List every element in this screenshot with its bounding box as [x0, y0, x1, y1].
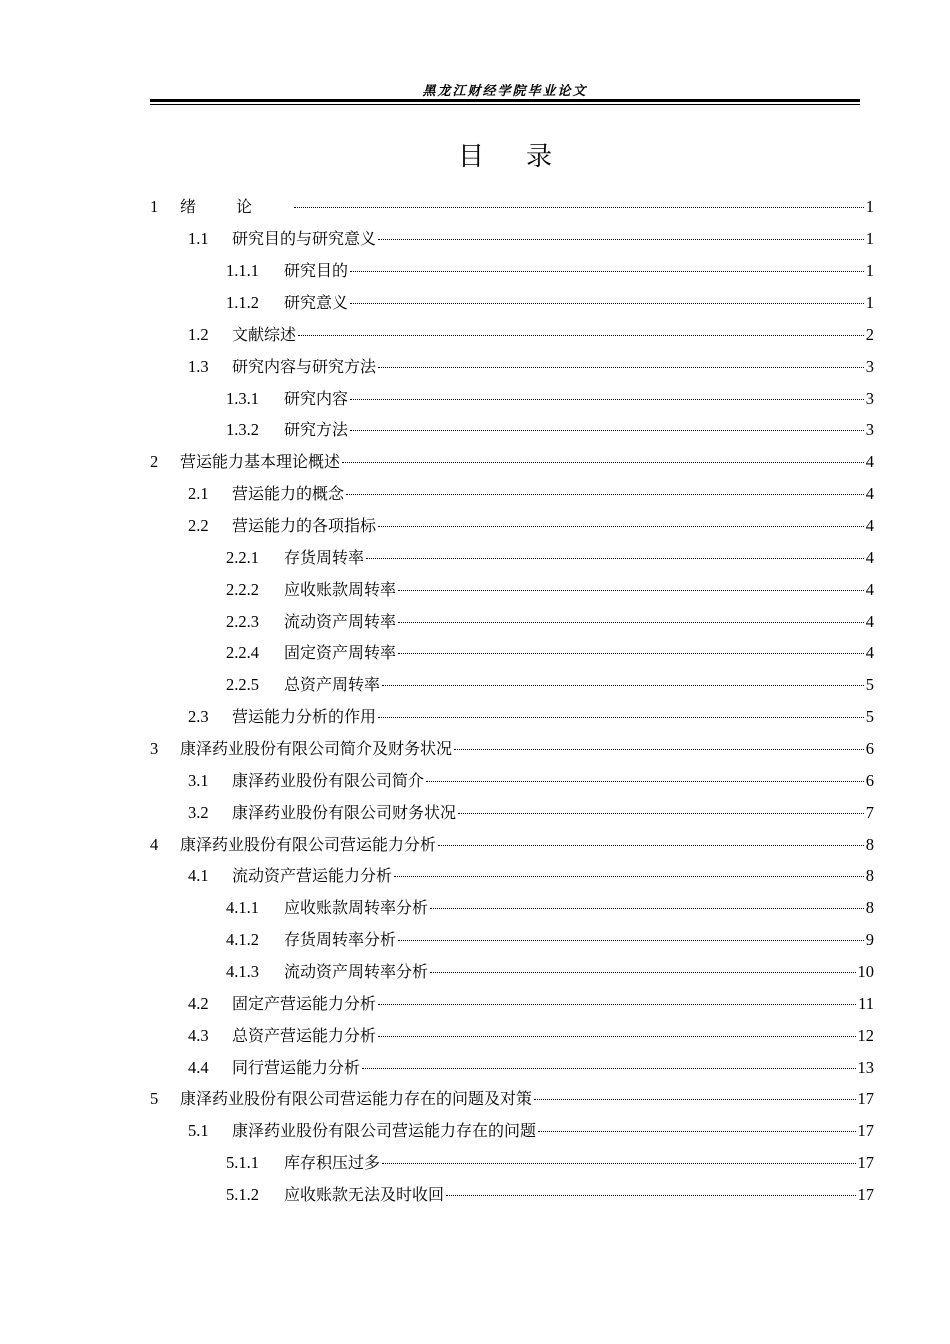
toc-entry[interactable] [0, 700, 950, 732]
toc-dot-leader [350, 399, 864, 400]
toc-entry[interactable] [0, 763, 950, 795]
toc-entry-page: 10 [857, 962, 874, 982]
toc-entry-page: 17 [857, 1153, 874, 1173]
header-rule-thin [150, 104, 860, 105]
toc-entry-label: 文献综述 [232, 324, 297, 344]
toc-entry-number: 1.1.1 [226, 261, 259, 281]
toc-entry-number: 2.2 [188, 516, 209, 536]
toc-entry-page: 3 [865, 356, 874, 376]
toc-entry-number: 5.1.2 [226, 1185, 259, 1205]
toc-entry-row [226, 609, 950, 632]
toc-entry-row [226, 1182, 950, 1205]
toc-entry-row [226, 927, 950, 950]
toc-entry-number: 1.3.2 [226, 420, 259, 440]
toc-entry-page: 4 [865, 547, 874, 567]
toc-entry-number: 3.2 [188, 802, 209, 822]
toc-entry-number: 2.2.5 [226, 675, 259, 695]
toc-dot-leader [350, 271, 864, 272]
toc-dot-leader [362, 1068, 855, 1069]
toc-entry-number: 4.1.1 [226, 898, 259, 918]
toc-dot-leader [350, 430, 864, 431]
toc-entry[interactable] [0, 445, 950, 477]
toc-entry-page: 3 [865, 388, 874, 408]
toc-list [0, 190, 950, 1210]
toc-entry-number: 5.1.1 [226, 1153, 259, 1173]
toc-entry-row [188, 1023, 950, 1046]
toc-dot-leader [382, 1163, 855, 1164]
toc-entry-label: 流动资产营运能力分析 [232, 866, 393, 886]
toc-entry-number: 2.3 [188, 707, 209, 727]
toc-entry-number: 4.1 [188, 866, 209, 886]
toc-dot-leader [298, 335, 864, 336]
toc-dot-leader [378, 367, 864, 368]
toc-dot-leader [538, 1131, 855, 1132]
toc-entry-label: 库存积压过多 [284, 1153, 381, 1173]
toc-entry-label: 总资产周转率 [284, 675, 381, 695]
toc-entry[interactable] [0, 859, 950, 891]
toc-entry-label: 康泽药业股份有限公司营运能力存在的问题 [232, 1121, 537, 1141]
toc-entry-label: 康泽药业股份有限公司财务状况 [232, 802, 457, 822]
toc-entry[interactable] [0, 1178, 950, 1210]
toc-entry-page: 13 [857, 1057, 874, 1077]
toc-entry-label: 固定资产周转率 [284, 643, 397, 663]
toc-dot-leader [398, 622, 864, 623]
toc-entry-row [226, 959, 950, 982]
toc-entry-row [226, 258, 950, 281]
toc-entry[interactable] [0, 1082, 950, 1114]
toc-entry[interactable] [0, 254, 950, 286]
toc-entry-label: 康泽药业股份有限公司简介 [232, 770, 425, 790]
toc-entry-page: 1 [865, 229, 874, 249]
toc-dot-leader [378, 526, 864, 527]
toc-entry-label: 固定产营运能力分析 [232, 993, 377, 1013]
toc-entry-number: 4.2 [188, 993, 209, 1013]
toc-entry-row [226, 1150, 950, 1173]
toc-entry-row [226, 386, 950, 409]
toc-dot-leader [366, 558, 864, 559]
toc-entry[interactable] [0, 286, 950, 318]
toc-entry-label: 存货周转率分析 [284, 930, 397, 950]
toc-entry-label: 存货周转率 [284, 547, 365, 567]
toc-entry-row [150, 449, 950, 472]
toc-entry-number: 1.3 [188, 356, 209, 376]
toc-entry-label: 营运能力的各项指标 [232, 516, 377, 536]
toc-entry-number: 4 [150, 834, 159, 854]
toc-entry-page: 8 [865, 898, 874, 918]
toc-entry-page: 2 [865, 324, 874, 344]
toc-entry[interactable] [0, 1146, 950, 1178]
toc-entry-row [226, 417, 950, 440]
toc-dot-leader [378, 239, 864, 240]
toc-entry-label: 研究目的与研究意义 [232, 229, 377, 249]
toc-dot-leader [430, 908, 864, 909]
toc-entry-page: 6 [865, 770, 874, 790]
toc-entry-row [150, 736, 950, 759]
toc-entry-label: 同行营运能力分析 [232, 1057, 361, 1077]
toc-entry-page: 4 [865, 643, 874, 663]
toc-entry-page: 17 [857, 1121, 874, 1141]
toc-entry-page: 17 [857, 1089, 874, 1109]
toc-dot-leader [426, 781, 864, 782]
toc-entry-page: 7 [865, 802, 874, 822]
toc-entry-page: 4 [865, 516, 874, 536]
toc-entry-page: 11 [858, 993, 874, 1013]
toc-entry-number: 3 [150, 739, 159, 759]
toc-entry-label: 应收账款周转率 [284, 579, 397, 599]
toc-dot-leader [378, 1004, 856, 1005]
toc-entry-page: 4 [865, 452, 874, 472]
toc-entry-number: 4.3 [188, 1025, 209, 1045]
toc-dot-leader [394, 876, 864, 877]
toc-entry[interactable] [0, 509, 950, 541]
toc-entry-page: 5 [865, 675, 874, 695]
toc-entry-row [188, 863, 950, 886]
toc-entry[interactable] [0, 1114, 950, 1146]
toc-entry-page: 12 [857, 1025, 874, 1045]
toc-entry-number: 5 [150, 1089, 159, 1109]
toc-entry-number: 1.1.2 [226, 293, 259, 312]
toc-entry-page: 1 [865, 197, 874, 217]
toc-entry-label: 营运能力分析的作用 [232, 707, 377, 727]
toc-entry[interactable] [0, 732, 950, 764]
header-rule-thick [150, 99, 860, 102]
toc-entry-label: 研究方法 [284, 420, 349, 440]
toc-entry-label: 营运能力的概念 [232, 484, 345, 504]
toc-entry[interactable] [0, 604, 950, 636]
toc-dot-leader [342, 462, 864, 463]
toc-entry-row [150, 194, 950, 217]
toc-entry-number: 5.1 [188, 1121, 209, 1141]
toc-entry-label: 流动资产周转率分析 [284, 962, 429, 982]
toc-entry-label: 总资产营运能力分析 [232, 1025, 377, 1045]
toc-entry-number: 2.2.1 [226, 547, 259, 567]
toc-entry-number: 1.1 [188, 229, 209, 249]
toc-entry[interactable] [0, 1018, 950, 1050]
toc-entry-page: 6 [865, 739, 874, 759]
toc-entry-number: 3.1 [188, 770, 209, 790]
toc-dot-leader [350, 303, 864, 304]
toc-entry-number: 1 [150, 197, 159, 217]
toc-entry-label: 研究意义 [284, 293, 349, 312]
toc-dot-leader [398, 653, 864, 654]
toc-entry-page: 8 [865, 866, 874, 886]
toc-entry[interactable] [0, 986, 950, 1018]
toc-entry[interactable] [0, 668, 950, 700]
toc-entry-number: 2.2.4 [226, 643, 259, 663]
toc-entry-row [226, 577, 950, 600]
toc-entry-page: 17 [857, 1185, 874, 1205]
toc-entry-page: 4 [865, 579, 874, 599]
toc-entry-page: 8 [865, 834, 874, 854]
toc-entry-number: 2.2.3 [226, 611, 259, 631]
toc-entry-row [188, 991, 950, 1014]
toc-entry-label: 应收账款周转率分析 [284, 898, 429, 918]
toc-entry-number: 1.3.1 [226, 388, 259, 408]
toc-entry-row [150, 1086, 950, 1109]
toc-entry[interactable] [0, 349, 950, 381]
toc-entry-page: 9 [865, 930, 874, 950]
toc-entry-row [188, 322, 950, 345]
toc-entry[interactable] [0, 413, 950, 445]
toc-dot-leader [294, 207, 864, 208]
toc-entry-row [188, 226, 950, 249]
toc-dot-leader [446, 1195, 855, 1196]
toc-dot-leader [458, 813, 864, 814]
toc-entry-number: 2 [150, 452, 159, 472]
toc-dot-leader [454, 749, 864, 750]
toc-entry-label: 研究内容 [284, 388, 349, 408]
toc-entry[interactable] [0, 317, 950, 349]
toc-entry-page: 1 [865, 261, 874, 281]
toc-entry-row [226, 545, 950, 568]
toc-entry-page: 4 [865, 484, 874, 504]
toc-entry-row [226, 640, 950, 663]
toc-entry[interactable] [0, 540, 950, 572]
toc-entry-number: 2.1 [188, 484, 209, 504]
toc-entry[interactable] [0, 1050, 950, 1082]
toc-entry[interactable] [0, 572, 950, 604]
toc-entry[interactable] [0, 827, 950, 859]
toc-dot-leader [398, 590, 864, 591]
toc-dot-leader [378, 717, 864, 718]
toc-entry[interactable] [0, 923, 950, 955]
toc-entry-row [188, 1118, 950, 1141]
toc-entry-number: 4.1.3 [226, 962, 259, 982]
toc-entry[interactable] [0, 636, 950, 668]
toc-entry-label: 绪论 [180, 197, 293, 217]
toc-entry-row [188, 800, 950, 823]
toc-entry-row [188, 1055, 950, 1078]
toc-entry[interactable] [0, 955, 950, 987]
toc-entry-label: 研究目的 [284, 261, 349, 281]
toc-entry-row [188, 513, 950, 536]
toc-entry-number: 4.1.2 [226, 930, 259, 950]
toc-entry-label: 应收账款无法及时收回 [284, 1185, 445, 1205]
toc-entry-label: 康泽药业股份有限公司营运能力存在的问题及对策 [180, 1089, 533, 1109]
toc-entry-number: 1.2 [188, 324, 209, 344]
toc-dot-leader [382, 685, 864, 686]
toc-dot-leader [378, 1036, 855, 1037]
toc-dot-leader [346, 494, 864, 495]
toc-entry-row [188, 481, 950, 504]
toc-entry-page: 3 [865, 420, 874, 440]
toc-entry[interactable] [0, 381, 950, 413]
toc-entry-label: 营运能力基本理论概述 [180, 452, 341, 472]
toc-heading: 目录 [457, 142, 594, 172]
toc-entry-row [226, 672, 950, 695]
toc-entry-row [188, 354, 950, 377]
toc-entry-row [226, 290, 950, 313]
toc-entry[interactable] [0, 222, 950, 254]
toc-entry-label: 康泽药业股份有限公司营运能力分析 [180, 834, 437, 854]
toc-entry[interactable] [0, 477, 950, 509]
toc-entry[interactable] [0, 190, 950, 222]
toc-entry[interactable] [0, 891, 950, 923]
toc-entry-row [188, 704, 950, 727]
toc-entry-row [150, 832, 950, 855]
toc-entry-page: 4 [865, 611, 874, 631]
toc-entry-label: 研究内容与研究方法 [232, 356, 377, 376]
running-header-title: 黑龙江财经学院毕业论文 [422, 84, 588, 99]
toc-entry-page: 5 [865, 707, 874, 727]
toc-entry[interactable] [0, 795, 950, 827]
toc-entry-label: 流动资产周转率 [284, 611, 397, 631]
toc-entry-row [226, 895, 950, 918]
toc-entry-number: 4.4 [188, 1057, 209, 1077]
toc-entry-number: 2.2.2 [226, 579, 259, 599]
toc-entry-row [188, 768, 950, 791]
toc-entry-label: 康泽药业股份有限公司简介及财务状况 [180, 739, 453, 759]
toc-dot-leader [534, 1099, 855, 1100]
toc-dot-leader [430, 972, 855, 973]
toc-dot-leader [398, 940, 864, 941]
toc-dot-leader [438, 845, 864, 846]
toc-entry-page: 1 [865, 293, 874, 312]
